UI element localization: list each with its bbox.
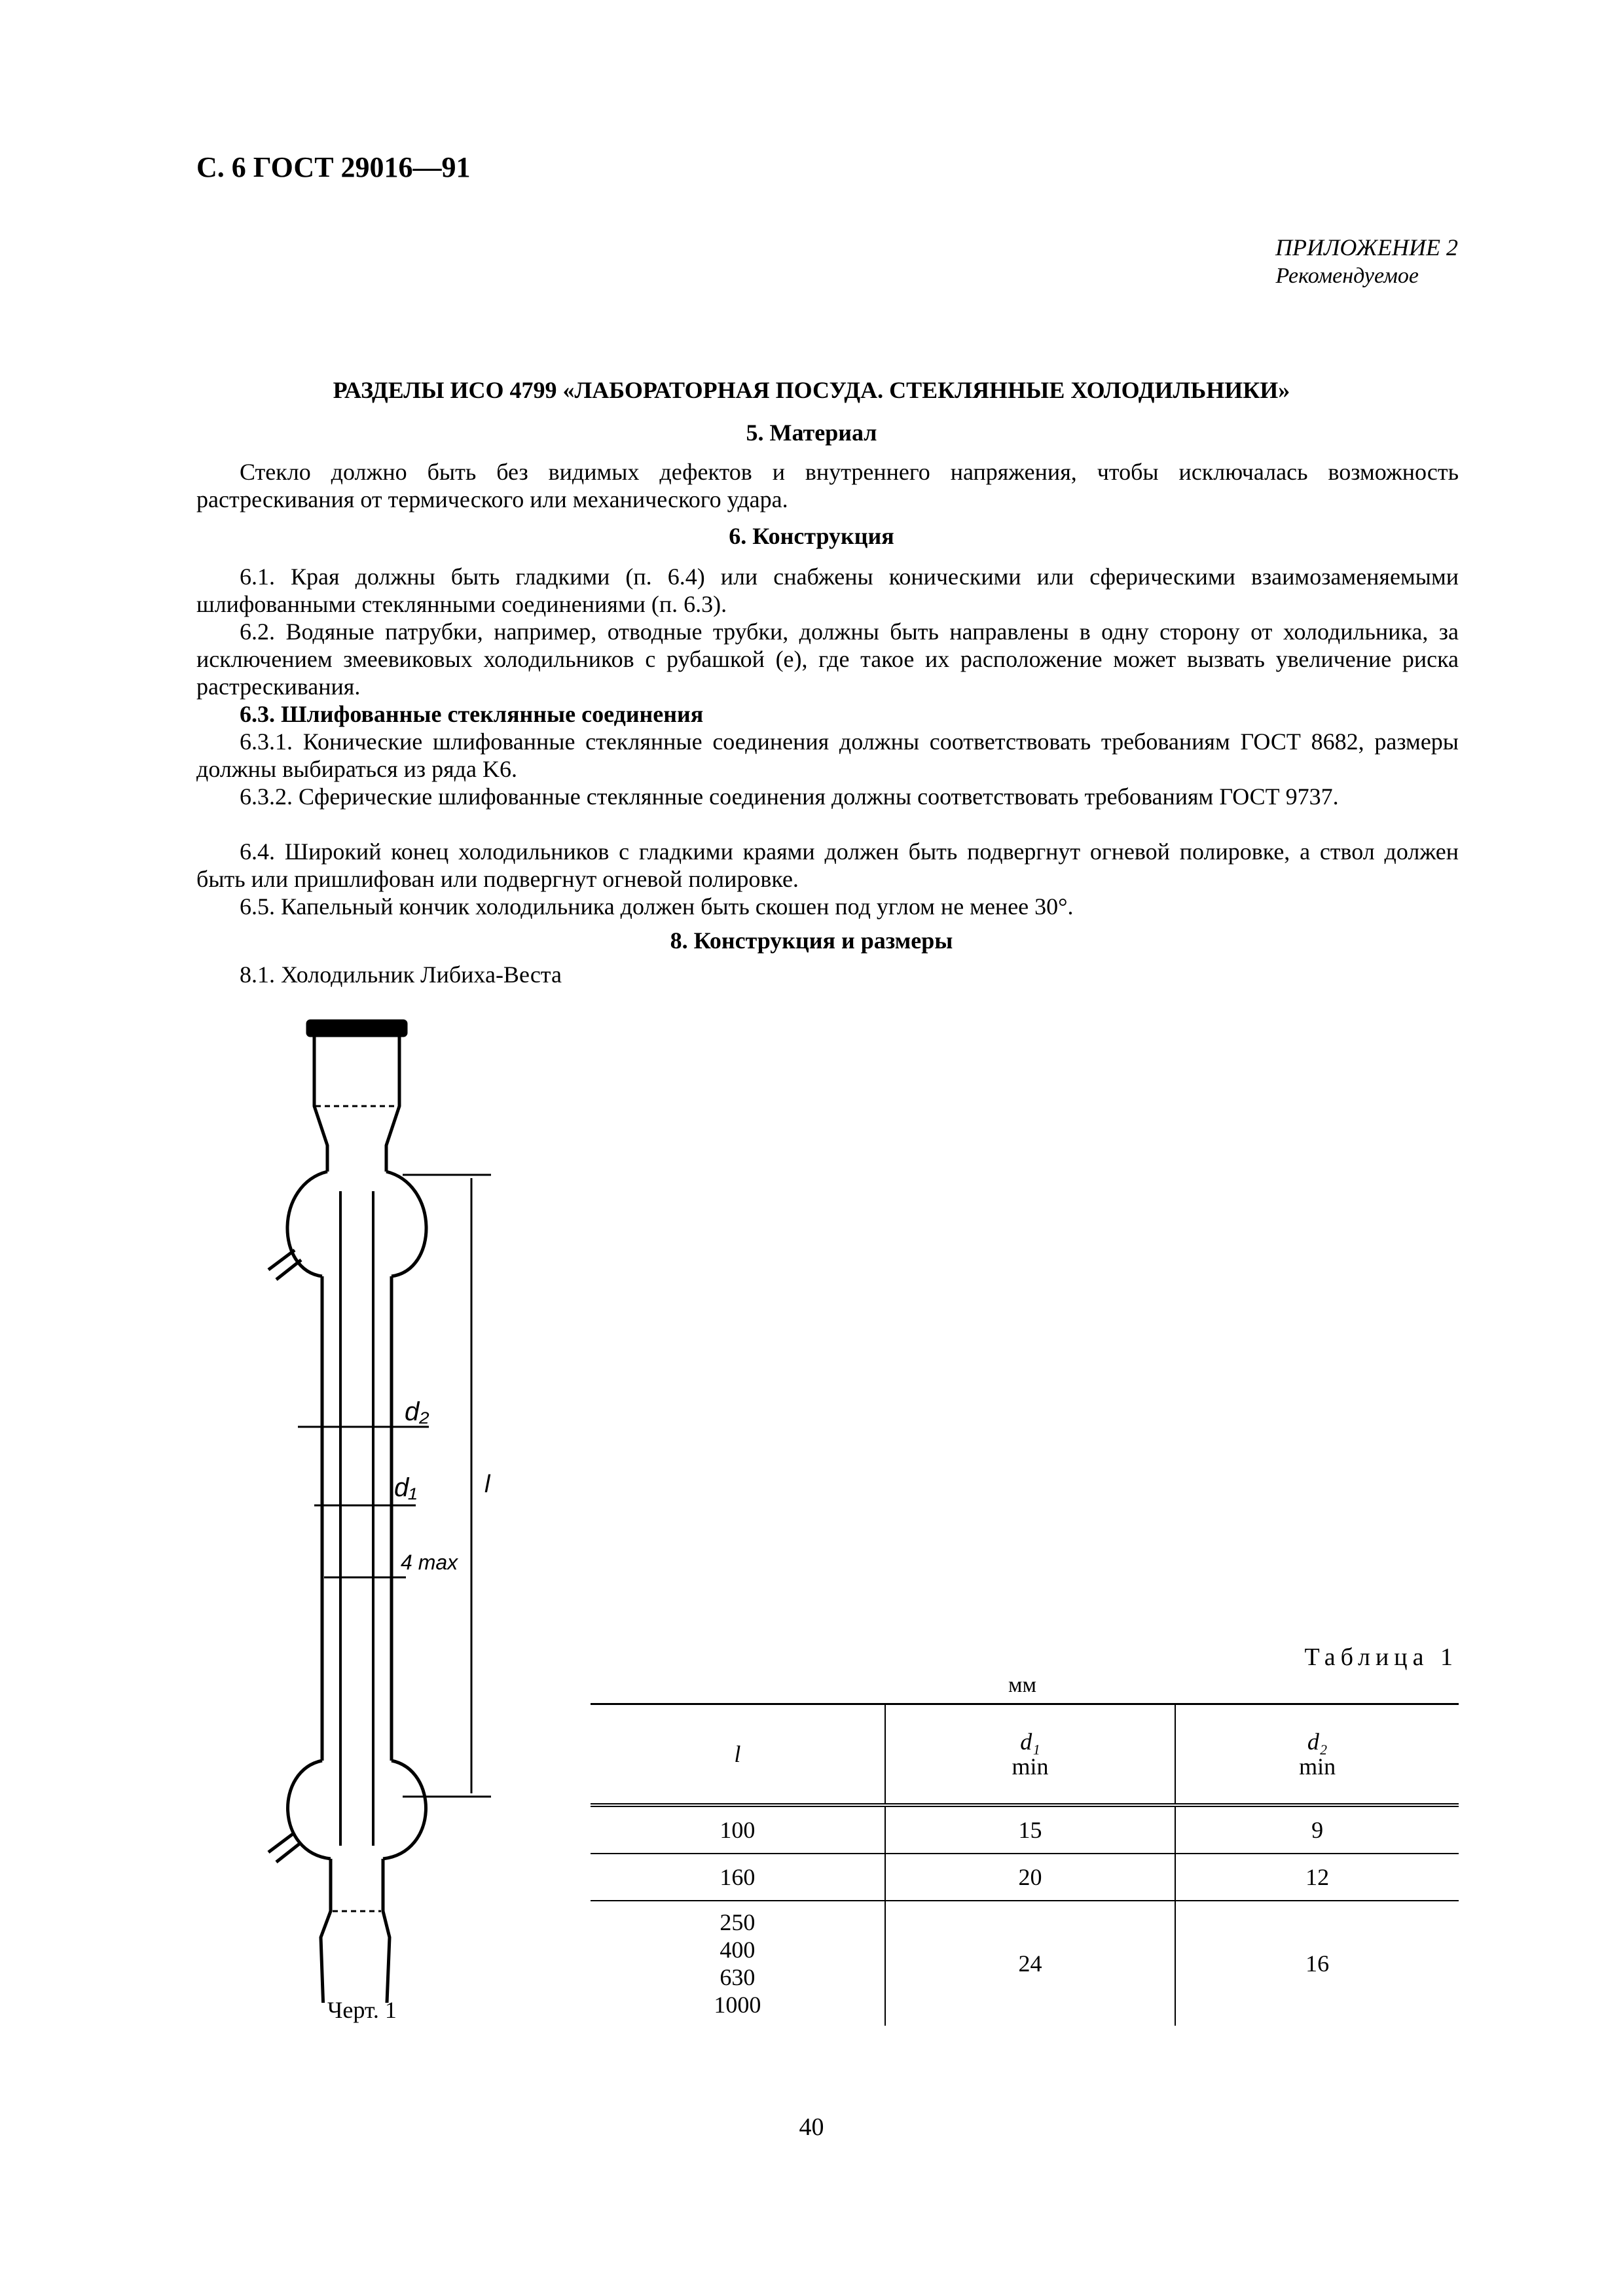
appendix-label [1275,233,1458,291]
cell-d1: 15 [885,1805,1176,1854]
header-d2: d₂ min [1175,1704,1459,1806]
condenser-upper-bulb-right [386,1172,426,1276]
label-4max: 4 max [401,1551,458,1574]
paragraph-6-1: 6.1. Края должны быть гладкими (п. 6.4) или снабжены коническими или сферическими взаимозаменяемыми шлифованными стеклянными соединениями (п. 6.3). [196,564,1459,617]
header-d1: d₁ min [885,1704,1176,1806]
appendix-subtitle: Рекомендуемое [1275,264,1419,288]
paragraph-6-4: 6.4. Широкий конец холодильников с гладкими краями должен быть подвергнут огневой полировке, а ствол должен быть или пришлифован или подвергнут огневой полировке. [196,838,1459,892]
condenser-lower-bulb-right [383,1761,426,1859]
table-label: Таблица 1 [1304,1643,1458,1671]
page-header: С. 6 ГОСТ 29016—91 [196,151,471,183]
paragraph-6-5: 6.5. Капельный кончик холодильника должен быть скошен под углом не менее 30°. [240,893,1074,920]
label-d1: d₁ [394,1473,417,1502]
section-8-title: 8. Конструкция и размеры [670,927,953,954]
section-5-text: Стекло должно быть без видимых дефектов и внутреннего напряжения, чтобы исключалась возможность растрескивания от термического или механического удара. [196,459,1459,512]
cell-d1: 20 [885,1854,1176,1901]
condenser-upper-socket-left [314,1035,327,1172]
condenser-upper-socket-right [386,1035,399,1172]
table-row [591,1854,1459,1901]
appendix-title: ПРИЛОЖЕНИЕ 2 [1275,234,1458,260]
cell-l: 250 400 630 1000 [591,1901,885,2026]
page-number: 40 [799,2113,824,2141]
paragraph-6-2: 6.2. Водяные патрубки, например, отводные трубки, должны быть направлены в одну сторону от холодильника, за исключением змеевиковых холодильников с рубашкой (е), где такое их расположение может вызвать увеличение риска растрескивания. [196,619,1459,700]
drawing-caption: Черт. 1 [327,1997,397,2023]
section-6-title: 6. Конструкция [729,523,894,549]
paragraph-8-1: 8.1. Холодильник Либиха-Веста [240,961,562,988]
cell-d2: 9 [1175,1805,1459,1854]
cell-l: 100 [591,1805,885,1854]
document-title: РАЗДЕЛЫ ИСО 4799 «ЛАБОРАТОРНАЯ ПОСУДА. СТЕКЛЯННЫЕ ХОЛОДИЛЬНИКИ» [333,377,1290,403]
label-l: l [484,1471,490,1498]
table-row [591,1901,1459,2026]
cell-l: 160 [591,1854,885,1901]
condenser-drawing [249,1008,524,2003]
condenser-lower-cone-left [321,1859,331,2003]
header-l: l [591,1704,885,1806]
condenser-upper-bulb-left [287,1172,327,1276]
condenser-top-rim [308,1021,406,1035]
cell-d2: 16 [1175,1901,1459,2026]
cell-d1: 24 [885,1901,1176,2026]
dimensions-table [591,1703,1459,2026]
paragraph-6-3-2: 6.3.2. Сферические шлифованные стеклянные соединения должны соответствовать требованиям ГОСТ 9737. [240,783,1339,810]
cell-d2: 12 [1175,1854,1459,1901]
paragraph-6-3-1: 6.3.1. Конические шлифованные стеклянные соединения должны соответствовать требованиям ГОСТ 8682, размеры должны выбираться из ряда K6. [196,728,1459,782]
section-5-title: 5. Материал [746,420,877,446]
condenser-lower-cone-right [383,1859,390,2003]
table-row [591,1805,1459,1854]
label-d2: d₂ [405,1397,429,1426]
table-units: мм [1008,1673,1037,1697]
condenser-upper-nozzle [268,1250,301,1280]
condenser-lower-bulb-left [288,1761,331,1859]
paragraph-6-3: 6.3. Шлифованные стеклянные соединения [240,701,704,727]
